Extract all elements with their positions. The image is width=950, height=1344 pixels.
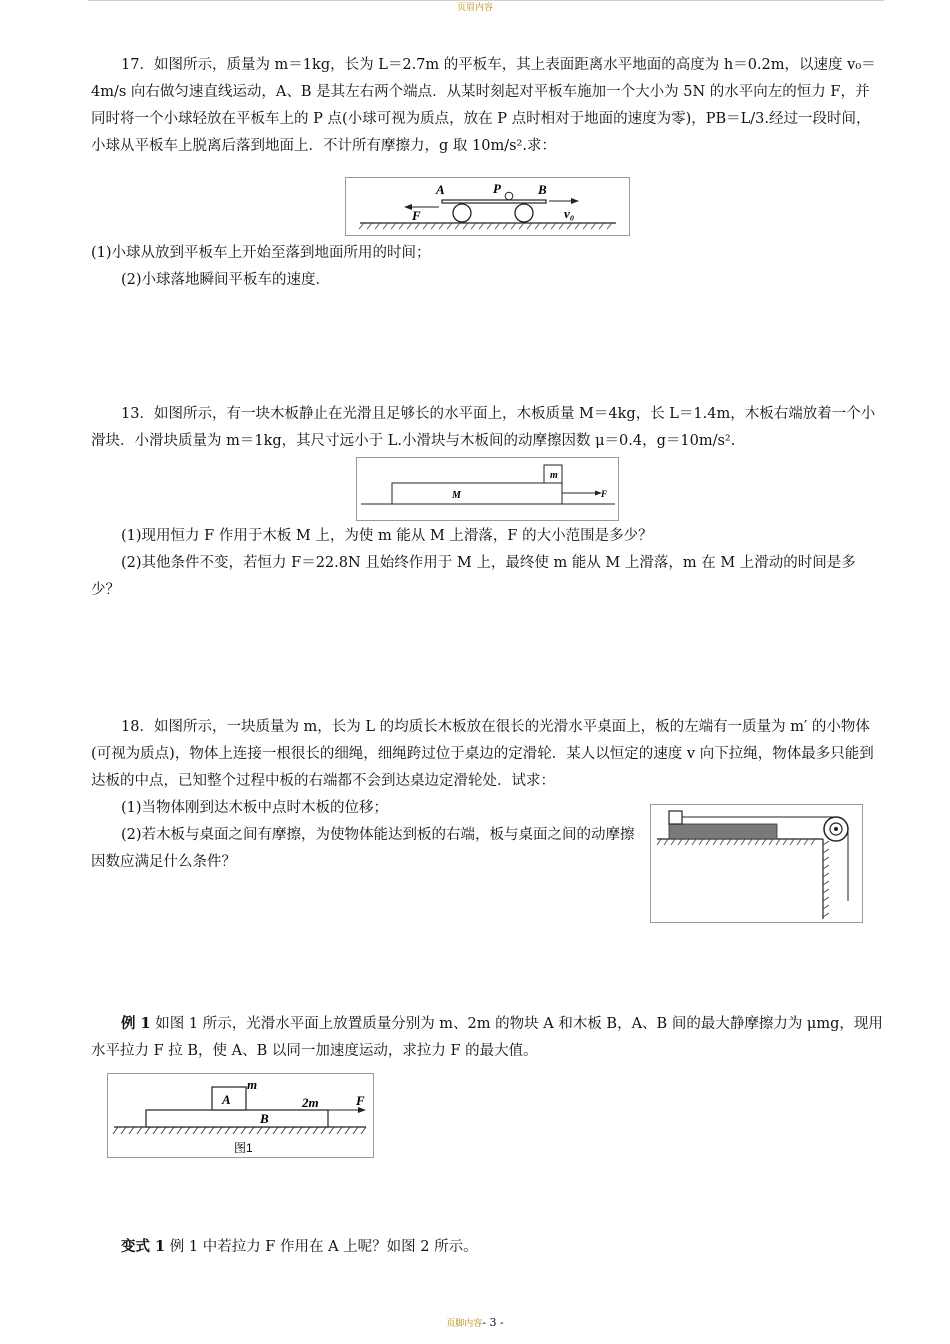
q17-subquestion-1: (1)小球从放到平板车上开始至落到地面所用的时间； [91,245,431,261]
figure-1-caption: 图1 [234,1141,253,1155]
figure-flatcar [345,177,630,236]
board-M [392,483,562,504]
footer-text: 页脚内容 [446,1319,483,1329]
q18-subquestion-1: (1)当物体刚到达木板中点时木板的位移； [121,800,389,816]
q18-subquestion-2: (2)若木板与桌面之间有摩擦，为使物体能达到板的右端，板与桌面之间的动摩擦因数应满足什么条件？ [91,827,635,870]
small-object [669,811,682,824]
figure-pulley [650,804,863,923]
label-F: F [601,489,608,499]
figure-1 [107,1073,374,1158]
label-A: A [222,1092,231,1107]
example-1-text: 例 1 如图 1 所示，光滑水平面上放置质量分别为 m、2m 的物块 A 和木板 B，A、B 间的最大静摩擦力为 μmg，现用水平拉力 F 拉 B，使 A、B 以同一加速度运动，求拉力 F 的最大值。 [91,1015,883,1059]
label-B: B [538,182,547,197]
label-P: P [493,181,501,196]
flatcar-plank [442,200,546,203]
label-m: m [550,470,558,481]
label-2m: 2m [302,1095,319,1110]
label-M: M [452,490,461,501]
variant-1-label: 变式 1 [121,1238,166,1255]
question-13-text: 13．如图所示，有一块木板静止在光滑且足够长的水平面上，木板质量 M＝4kg，长 L＝1.4m，木板右端放着一个小滑块．小滑块质量为 m＝1kg，其尺寸远小于 L.小滑块与木板间的动摩擦因数 μ＝0.4，g＝10m/s². [91,406,876,449]
label-A: A [436,182,445,197]
small-ball [505,192,513,200]
question-17-text: 17．如图所示，质量为 m＝1kg，长为 L＝2.7m 的平板车，其上表面距离水平地面的高度为 h＝0.2m，以速度 v₀＝4m/s 向右做匀速直线运动，A、B 是其左右两个端点．从某时刻起对平板车施加一个大小为 5N 的水平向左的恒力 F，并同时将一个小球轻放在平板车上的 P 点(小球可视为质点，放在 P 点时相对于地面的速度为零)，PB＝L/3.经过一段时间，小球从平板车上脱离后落到地面上．不计所有摩擦力，g 取 10m/s².求： [91,57,876,154]
q17-subquestion-2: (2)小球落地瞬间平板车的速度． [121,272,331,288]
velocity-arrow-right [571,198,579,204]
page-number: - 3 - [482,1316,504,1329]
label-B: B [260,1111,269,1126]
left-wheel [453,204,471,222]
page-footer [0,1316,950,1329]
long-board [669,824,777,839]
label-m: m [247,1077,258,1092]
label-F: F [412,208,421,223]
variant-1-text: 变式 1 例 1 中若拉力 F 作用在 A 上呢？如图 2 所示。 [121,1238,478,1255]
question-18-text: 18．如图所示，一块质量为 m，长为 L 的均质长木板放在很长的光滑水平桌面上，板的左端有一质量为 m′ 的小物体(可视为质点)，物体上连接一根很长的细绳，细绳跨过位于桌边的定滑轮．某人以恒定的速度 v 向下拉绳，物体最多只能到达板的中点，已知整个过程中板的右端都不会到达桌边定滑轮处．试求： [91,719,874,789]
q13-subquestion-1: (1)现用恒力 F 作用于木板 M 上，为使 m 能从 M 上滑落，F 的大小范围是多少？ [121,528,653,544]
q13-subquestion-2: (2)其他条件不变，若恒力 F＝22.8N 且始终作用于 M 上，最终使 m 能从 M 上滑落，m 在 M 上滑动的时间是多少？ [91,555,856,598]
force-arrow-left [404,204,412,210]
page-header: 页眉内容 [456,3,493,13]
label-v0: v₀ [564,206,575,221]
figure-board-block [356,457,619,521]
right-wheel [515,204,533,222]
label-F: F [356,1093,365,1108]
example-1-label: 例 1 [121,1015,151,1032]
board-B [146,1110,328,1127]
